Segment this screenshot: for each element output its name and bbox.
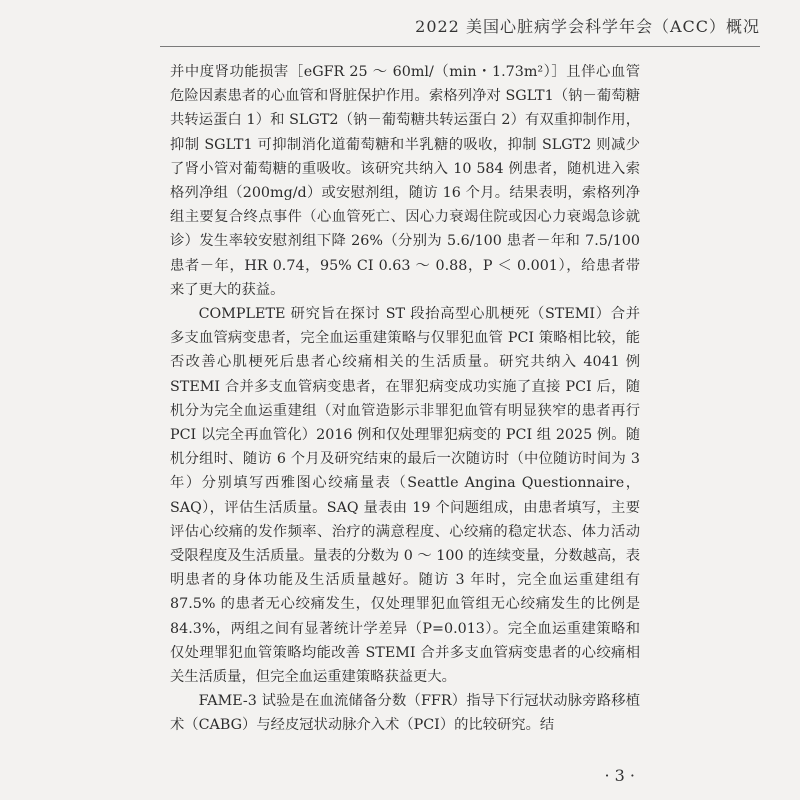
page-number: · 3 · <box>604 766 635 785</box>
running-header: 2022 美国心脏病学会科学年会（ACC）概况 <box>415 17 760 36</box>
body-text <box>170 60 640 738</box>
paragraph-continued: 并中度肾功能损害［eGFR 25 ～ 60ml/（min・1.73m²）］且伴心血管危险因素患者的心血管和肾脏保护作用。索格列净对 SGLT1（钠－葡萄糖共转运蛋白 1）和 SLGT2（钠－葡萄糖共转运蛋白 2）有双重抑制作用，抑制 SGLT1 可抑制消化道葡萄糖和半乳糖的吸收，抑制 SLGT2 则减少了肾小管对葡萄糖的重吸收。该研究共纳入 10 584 例患者，随机进入索格列净组（200mg/d）或安慰剂组，随访 16 个月。结果表明，索格列净组主要复合终点事件（心血管死亡、因心力衰竭住院或因心力衰竭急诊就诊）发生率较安慰剂组下降 26%（分别为 5.6/100 患者－年和 7.5/100 患者－年，HR 0.74，95% CI 0.63 ～ 0.88，P ＜ 0.001），给患者带来了更大的获益。 <box>170 64 640 298</box>
paragraph-complete-study: COMPLETE 研究旨在探讨 ST 段抬高型心肌梗死（STEMI）合并多支血管病变患者，完全血运重建策略与仅罪犯血管 PCI 策略相比较，能否改善心肌梗死后患者心绞痛相关的生活质量。研究共纳入 4041 例 STEMI 合并多支血管病变患者，在罪犯病变成功实施了直接 PCI 后，随机分为完全血运重建组（对血管造影示非罪犯血管有明显狭窄的患者再行 PCI 以完全再血管化）2016 例和仅处理罪犯病变的 PCI 组 2025 例。随机分组时、随访 6 个月及研究结束的最后一次随访时（中位随访时间为 3 年）分别填写西雅图心绞痛量表（Seattle Angina Questionnaire，SAQ），评估生活质量。SAQ 量表由 19 个问题组成，由患者填写，主要评估心绞痛的发作频率、治疗的满意程度、心绞痛的稳定状态、体力活动受限程度及生活质量。量表的分数为 0 ～ 100 的连续变量，分数越高，表明患者的身体功能及生活质量越好。随访 3 年时，完全血运重建组有 87.5% 的患者无心绞痛发生，仅处理罪犯血管组无心绞痛发生的比例是 84.3%，两组之间有显著统计学差异（P=0.013）。完全血运重建策略和仅处理罪犯血管策略均能改善 STEMI 合并多支血管病变患者的心绞痛相关生活质量，但完全血运重建策略获益更大。 <box>170 306 640 686</box>
header-rule <box>160 46 760 47</box>
paragraph-fame3: FAME-3 试验是在血流储备分数（FFR）指导下行冠状动脉旁路移植术（CABG）与经皮冠状动脉介入术（PCI）的比较研究。结 <box>170 693 640 734</box>
